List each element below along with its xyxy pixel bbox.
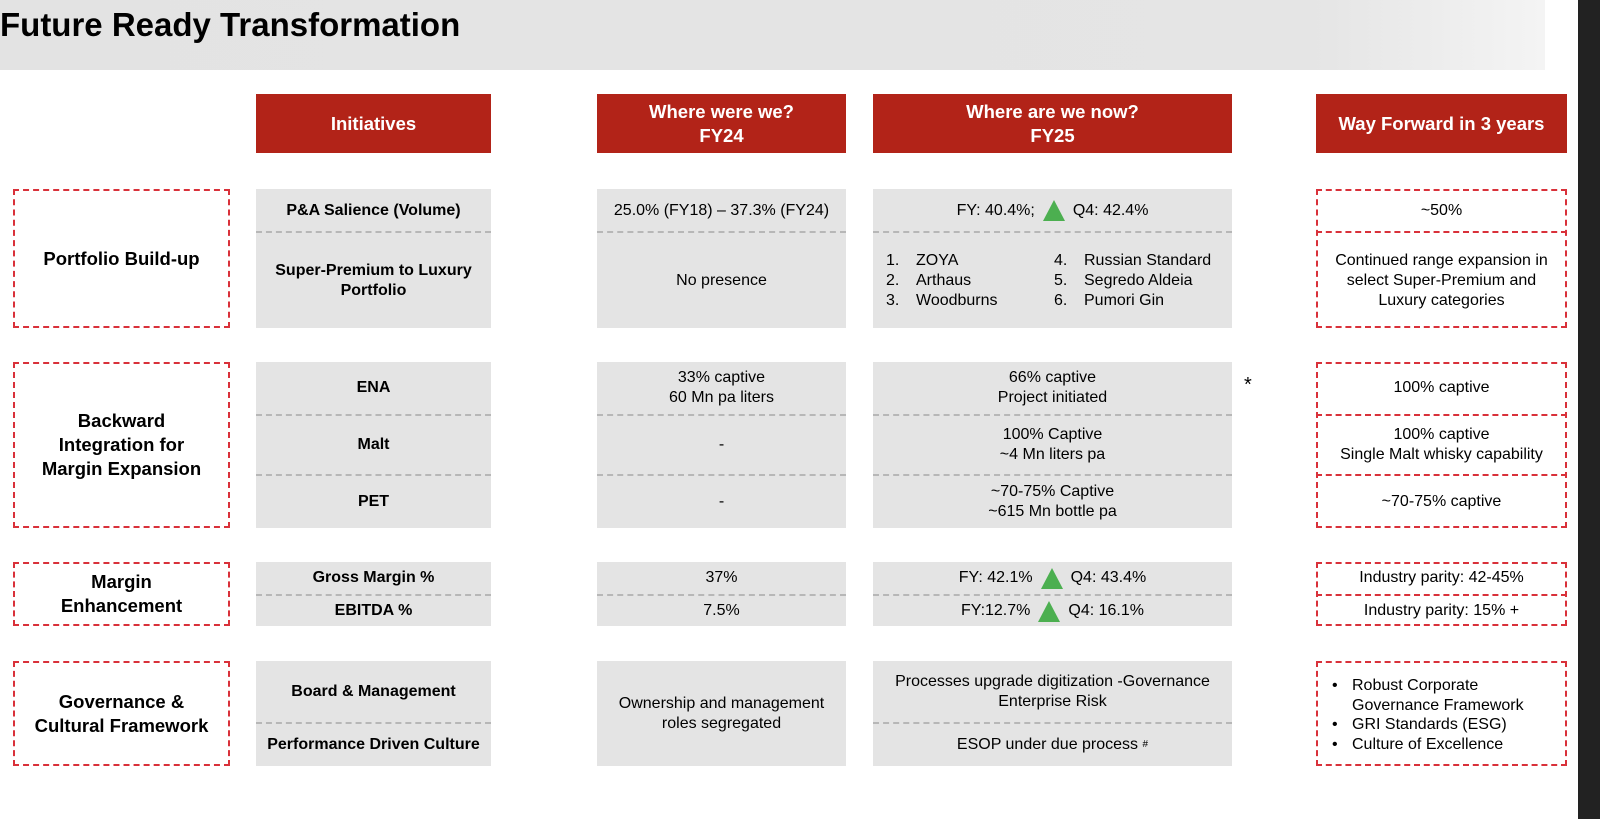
category-backward-line1: Backward xyxy=(77,410,166,431)
fy25-gross-margin-q4: Q4: 43.4% xyxy=(1070,569,1147,586)
initiative-performance-culture-label: Performance Driven Culture xyxy=(267,736,480,753)
category-governance-line1: Governance & xyxy=(58,690,185,712)
fy25-pet-line2: ~615 Mn bottle pa xyxy=(988,503,1117,520)
initiative-malt-label: Malt xyxy=(357,436,390,453)
fy25-board-line2: Enterprise Risk xyxy=(998,692,1107,710)
fy25-ena-line1: 66% captive xyxy=(1008,369,1097,386)
fy24-governance-line2: roles segregated xyxy=(661,714,782,732)
fy24-gross-margin-value: 37% xyxy=(705,569,738,586)
list-number: 3. xyxy=(886,292,900,309)
forward-super-premium-line1: Continued range expansion in xyxy=(1335,251,1548,269)
initiative-ena xyxy=(256,362,491,414)
list-number: 1. xyxy=(886,252,900,269)
initiative-pet xyxy=(256,476,491,528)
initiative-pa-salience xyxy=(256,189,491,232)
fy25-ebitda xyxy=(873,596,1232,626)
list-item xyxy=(886,291,1046,311)
list-item xyxy=(1332,735,1565,755)
fy25-gross-margin xyxy=(873,562,1232,594)
fy24-super-premium-value: No presence xyxy=(676,271,767,289)
brand-list-right xyxy=(1054,251,1229,311)
fy24-malt-value: - xyxy=(718,436,725,453)
brand-list-left xyxy=(886,251,1046,311)
header-fy25-line1: Where are we now? xyxy=(966,100,1139,122)
fy24-gross-margin xyxy=(597,562,846,594)
fy25-pa-salience xyxy=(873,189,1232,232)
header-fy24 xyxy=(597,94,846,153)
fy25-pa-salience-fy: FY: 40.4%; xyxy=(956,201,1035,219)
list-item xyxy=(886,271,1046,291)
brand-name: ZOYA xyxy=(916,252,959,269)
category-portfolio-buildup xyxy=(13,189,230,328)
brand-name: Russian Standard xyxy=(1084,252,1212,269)
fy24-governance xyxy=(597,661,846,766)
initiative-super-premium xyxy=(256,233,491,328)
forward-malt-line2: Single Malt whisky capability xyxy=(1340,446,1543,463)
fy25-pa-salience-q4: Q4: 42.4% xyxy=(1072,201,1149,219)
header-fy25-line2: FY25 xyxy=(1030,124,1075,146)
header-way-forward xyxy=(1316,94,1567,153)
forward-governance-item-cont: Governance Framework xyxy=(1352,696,1524,714)
fy25-ebitda-fy: FY:12.7% xyxy=(961,602,1031,619)
list-number: 2. xyxy=(886,272,900,289)
forward-malt xyxy=(1316,416,1567,474)
up-triangle-icon xyxy=(1041,568,1063,589)
forward-gross-margin-value: Industry parity: 42-45% xyxy=(1359,569,1524,586)
initiative-gross-margin xyxy=(256,562,491,594)
list-item xyxy=(1054,251,1229,271)
fy25-board-line1: Processes upgrade digitization -Governance xyxy=(895,672,1210,690)
category-backward-integration xyxy=(13,362,230,528)
forward-ebitda xyxy=(1316,596,1567,626)
brand-name: Woodburns xyxy=(916,292,998,309)
fy25-pet-line1: ~70-75% Captive xyxy=(990,483,1115,500)
fy25-performance-culture xyxy=(873,724,1232,766)
fy25-malt xyxy=(873,416,1232,474)
fy25-pet xyxy=(873,476,1232,528)
forward-super-premium xyxy=(1316,233,1567,328)
list-item xyxy=(1054,271,1229,291)
forward-malt-line1: 100% captive xyxy=(1393,426,1490,443)
list-number: 4. xyxy=(1054,252,1068,269)
brand-name: Pumori Gin xyxy=(1084,292,1165,309)
forward-culture-item: Culture of Excellence xyxy=(1352,735,1504,753)
brand-name: Arthaus xyxy=(916,272,972,289)
initiative-malt xyxy=(256,416,491,474)
row-divider xyxy=(873,231,1232,233)
category-backward-line2: Integration for xyxy=(58,434,185,455)
initiative-board-management xyxy=(256,661,491,722)
initiative-board-management-label: Board & Management xyxy=(291,682,456,700)
fy25-esop-text: ESOP under due process xyxy=(956,736,1139,753)
fy25-ena-line2: Project initiated xyxy=(997,389,1108,406)
category-portfolio-label: Portfolio Build-up xyxy=(43,247,200,269)
category-margin-line1: Margin xyxy=(91,571,152,592)
footnote-asterisk: * xyxy=(1244,374,1252,396)
forward-pet-value: ~70-75% captive xyxy=(1381,493,1502,510)
list-item xyxy=(886,251,1046,271)
forward-super-premium-line3: Luxury categories xyxy=(1378,291,1505,309)
initiative-pet-label: PET xyxy=(357,493,390,510)
right-edge-strip xyxy=(1578,0,1600,819)
category-governance-line2: Cultural Framework xyxy=(34,714,209,736)
fy24-ena-line2: 60 Mn pa liters xyxy=(669,389,774,406)
fy24-pet xyxy=(597,476,846,528)
initiative-pa-salience-label: P&A Salience (Volume) xyxy=(286,201,461,219)
list-number: 6. xyxy=(1054,292,1068,309)
header-initiatives xyxy=(256,94,491,153)
forward-pa-salience-value: ~50% xyxy=(1420,201,1463,219)
fy24-malt xyxy=(597,416,846,474)
initiative-super-premium-line2: Portfolio xyxy=(340,281,407,299)
fy25-board-management xyxy=(873,661,1232,722)
brand-name: Segredo Aldeia xyxy=(1084,272,1193,289)
forward-pet xyxy=(1316,476,1567,528)
up-triangle-icon xyxy=(1043,200,1065,221)
forward-gri-item: GRI Standards (ESG) xyxy=(1352,716,1507,733)
forward-governance-item: Robust Corporate xyxy=(1352,677,1479,694)
initiative-performance-culture xyxy=(256,724,491,766)
up-triangle-icon xyxy=(1038,601,1060,622)
fy24-ena-line1: 33% captive xyxy=(677,369,766,386)
forward-gross-margin xyxy=(1316,562,1567,594)
header-way-forward-label: Way Forward in 3 years xyxy=(1338,112,1545,134)
category-governance xyxy=(13,661,230,766)
footnote-hash: # xyxy=(1142,739,1149,750)
fy25-ebitda-q4: Q4: 16.1% xyxy=(1068,602,1144,619)
fy24-pet-value: - xyxy=(718,493,725,510)
list-item xyxy=(1332,715,1565,735)
category-backward-line3: Margin Expansion xyxy=(41,458,202,479)
fy24-governance-line1: Ownership and management xyxy=(618,694,825,712)
initiative-super-premium-line1: Super-Premium to Luxury xyxy=(275,261,472,279)
header-fy25 xyxy=(873,94,1232,153)
forward-ena-value: 100% captive xyxy=(1393,379,1490,396)
initiative-ebitda xyxy=(256,596,491,626)
category-margin-line2: Enhancement xyxy=(60,595,183,616)
fy24-ena xyxy=(597,362,846,414)
forward-super-premium-line2: select Super-Premium and xyxy=(1346,271,1537,289)
header-fy24-line1: Where were we? xyxy=(649,100,794,122)
list-number: 5. xyxy=(1054,272,1068,289)
category-margin-enhancement xyxy=(13,562,230,626)
fy24-ebitda-value: 7.5% xyxy=(703,602,740,619)
forward-ena xyxy=(1316,362,1567,414)
initiative-gross-margin-label: Gross Margin % xyxy=(312,569,435,586)
forward-ebitda-value: Industry parity: 15% + xyxy=(1363,602,1520,619)
header-initiatives-label: Initiatives xyxy=(330,112,417,134)
fy25-malt-line1: 100% Captive xyxy=(1002,426,1103,443)
list-item xyxy=(1332,676,1565,715)
fy24-super-premium xyxy=(597,233,846,328)
fy24-pa-salience xyxy=(597,189,846,232)
fy25-malt-line2: ~4 Mn liters pa xyxy=(999,446,1106,463)
list-item xyxy=(1054,291,1229,311)
fy25-gross-margin-fy: FY: 42.1% xyxy=(958,569,1033,586)
fy24-ebitda xyxy=(597,596,846,626)
fy24-pa-salience-value: 25.0% (FY18) – 37.3% (FY24) xyxy=(613,201,830,219)
initiative-ebitda-label: EBITDA % xyxy=(334,602,413,619)
fy25-ena xyxy=(873,362,1232,414)
forward-governance-list xyxy=(1318,676,1565,754)
header-fy24-line2: FY24 xyxy=(699,124,744,146)
initiative-ena-label: ENA xyxy=(356,379,391,396)
page-title: Future Ready Transformation xyxy=(0,6,461,43)
forward-pa-salience xyxy=(1316,189,1567,232)
